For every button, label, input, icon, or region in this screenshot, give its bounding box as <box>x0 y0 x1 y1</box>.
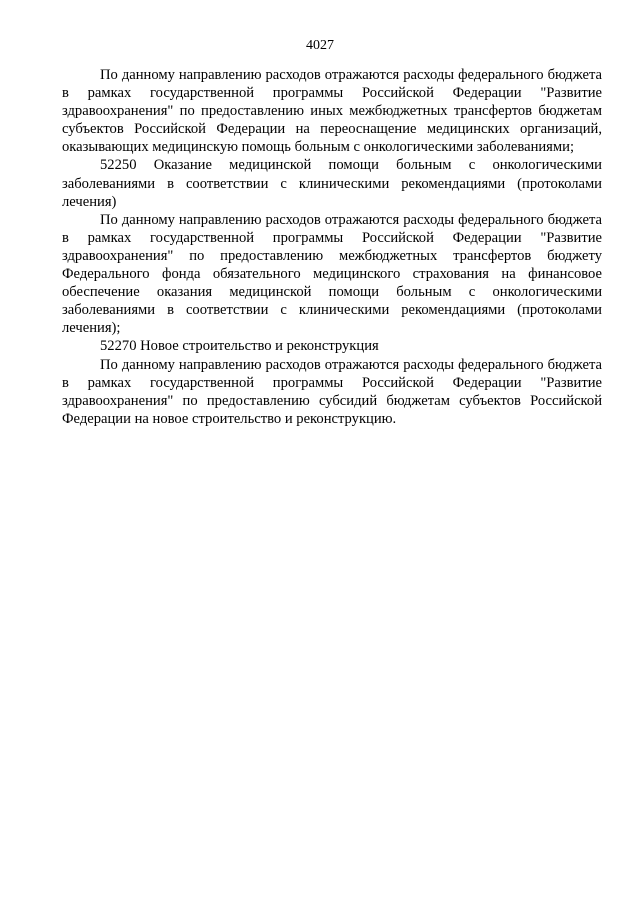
paragraph-construction-subsidies: По данному направлению расходов отражаются расходы федерального бюджета в рамках государственной программы Российской Федерации "Развитие здравоохранения" по предоставлению субсидий бюджетам субъектов Российской Федерации на новое строительство и реконструкцию. <box>62 356 602 427</box>
page-number: 4027 <box>306 38 334 53</box>
expense-code-heading-52270: 52270 Новое строительство и реконструкция <box>100 338 379 355</box>
paragraph-oncology-care-transfers: По данному направлению расходов отражаются расходы федерального бюджета в рамках государственной программы Российской Федерации "Развитие здравоохранения" по предоставлению межбюджетных трансфертов бюджету Федерального фонда обязательного медицинского страхования на финансовое обеспечение оказания медицинской помощи больным с онкологическими заболеваниями в соответствии с клиническими рекомендациями (протоколами лечения); <box>62 211 602 337</box>
paragraph-equipment-transfers: По данному направлению расходов отражаются расходы федерального бюджета в рамках государственной программы Российской Федерации "Развитие здравоохранения" по предоставлению иных межбюджетных трансфертов бюджетам субъектов Российской Федерации на переоснащение медицинских организаций, оказывающих медицинскую помощь больным с онкологическими заболеваниями; <box>62 67 602 156</box>
document-body <box>62 66 602 428</box>
expense-code-heading-52250: 52250 Оказание медицинской помощи больным с онкологическими заболеваниями в соответствии с клиническими рекомендациями (протоколами лечения) <box>62 157 602 210</box>
